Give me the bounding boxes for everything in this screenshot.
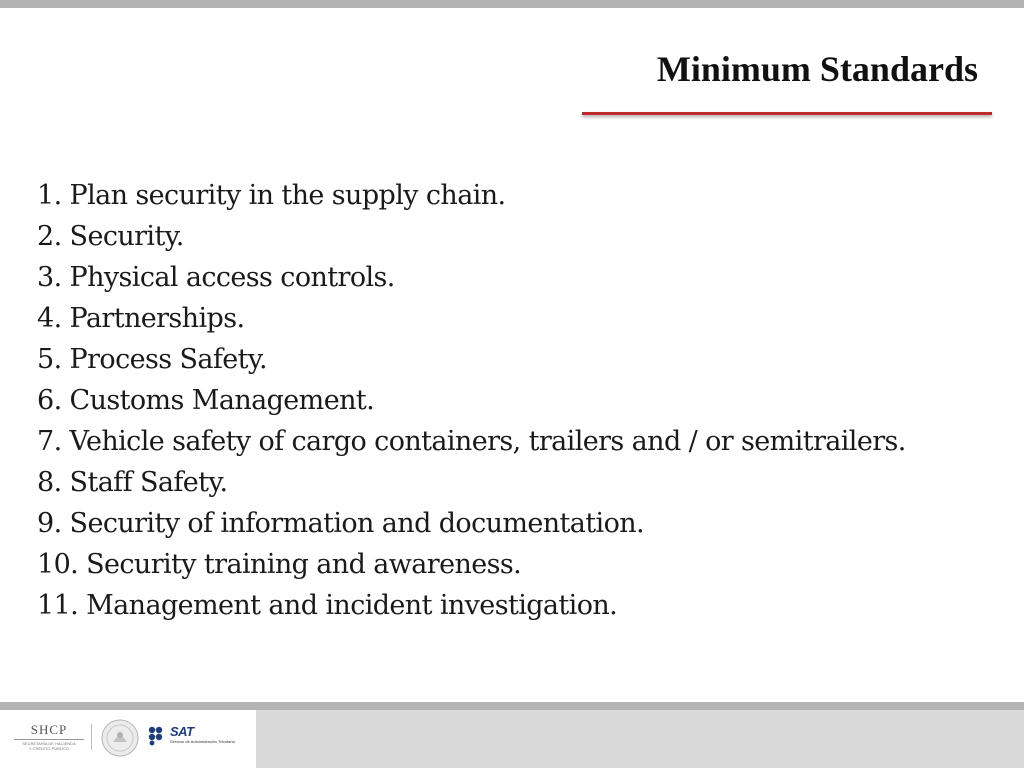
logo-divider	[91, 724, 92, 750]
sat-label: SAT	[170, 724, 194, 739]
list-item: 3. Physical access controls.	[37, 262, 395, 293]
list-item: 10. Security training and awareness.	[37, 549, 522, 580]
standards-list	[37, 175, 906, 626]
list-item: 6. Customs Management.	[37, 385, 375, 416]
list-item: 11. Management and incident investigation.	[37, 590, 618, 621]
list-item: 4. Partnerships.	[37, 303, 245, 334]
bottom-bar	[0, 702, 1024, 710]
footer-gray-band	[256, 710, 1024, 768]
list-item: 5. Process Safety.	[37, 344, 267, 375]
shcp-label: SHCP	[30, 722, 68, 737]
list-item: 2. Security.	[37, 221, 184, 252]
title-underline	[582, 112, 992, 115]
slide-title: Minimum Standards	[656, 49, 978, 89]
shcp-subtitle-2: Y CRÉDITO PÚBLICO	[28, 746, 70, 751]
shcp-logo	[14, 722, 84, 751]
footer-logos	[0, 710, 256, 768]
list-item: 1. Plan security in the supply chain.	[37, 180, 506, 211]
list-item: 8. Staff Safety.	[37, 467, 228, 498]
top-bar	[0, 0, 1024, 8]
shcp-subtitle-1: SECRETARÍA DE HACIENDA	[14, 739, 84, 746]
sat-dots-icon	[148, 726, 168, 750]
sat-logo	[170, 724, 235, 744]
list-item: 9. Security of information and documentation.	[37, 508, 645, 539]
sat-subtitle: Servicio de Administración Tributaria	[170, 739, 235, 744]
list-item: 7. Vehicle safety of cargo containers, trailers and / or semitrailers.	[37, 426, 906, 457]
seal-icon	[100, 718, 140, 762]
